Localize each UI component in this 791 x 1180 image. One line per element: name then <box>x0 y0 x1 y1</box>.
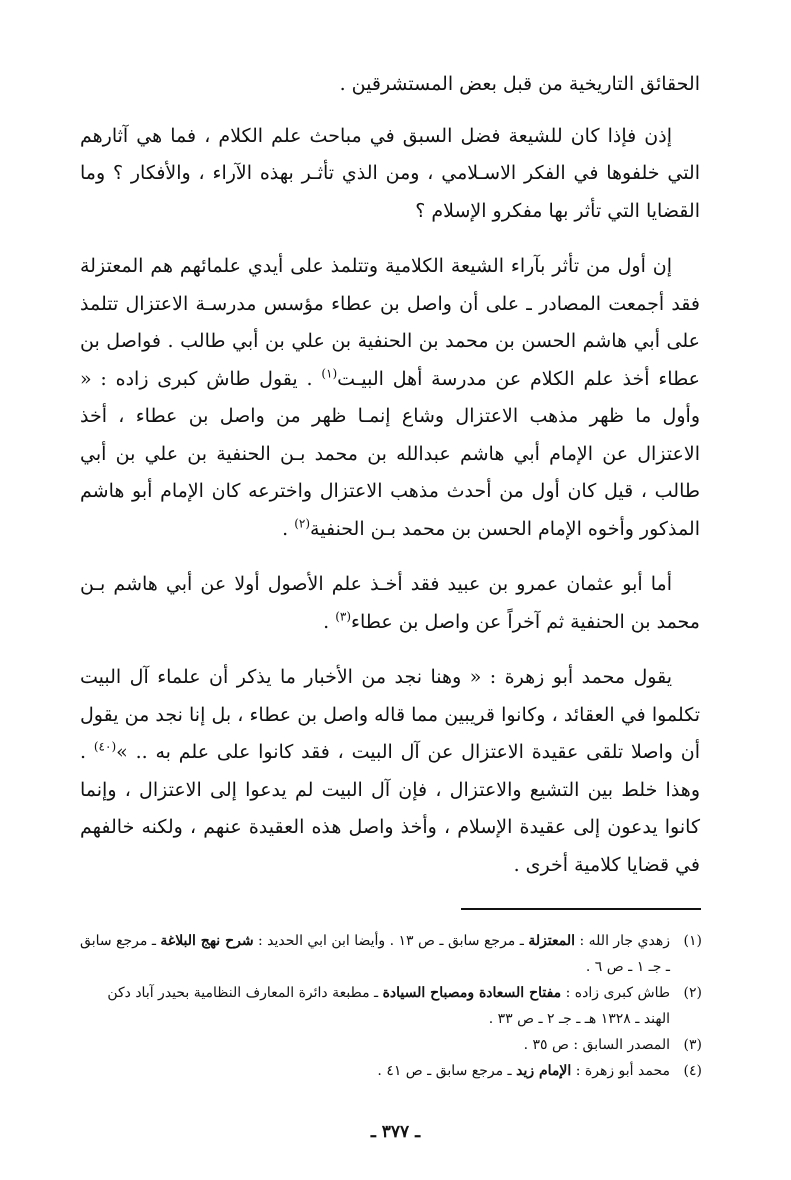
paragraph-2 <box>80 248 700 548</box>
footnote-1-pre: زهدي جار الله : <box>575 933 670 949</box>
continued-paragraph <box>80 66 700 104</box>
footnote-2-text <box>80 980 670 1032</box>
footnote-3 <box>80 1032 702 1058</box>
paragraph-2-text-a: إن أول من تأثر بآراء الشيعة الكلامية وتتلمذ على أيدي علمائهم هم المعتزلة فقد أجمعت المصادر ـ على أن واصل بن عطاء مؤسس مدرسـة الاعتزال تتلمذ على أبي هاشم الحسن بن محمد بن الحنفية بن علي بن أبي طالب . فواصل بن عطاء أخذ علم الكلام عن مدرسة أهل البيـت <box>80 255 700 390</box>
footnote-ref-2[interactable]: (٢) <box>294 516 311 531</box>
footnote-4-title: الإمام زيد <box>516 1063 572 1079</box>
footnote-4-pre: محمد أبو زهرة : <box>571 1063 670 1079</box>
footnote-ref-3[interactable]: (٣) <box>335 609 352 624</box>
paragraph-1-text: إذن فإذا كان للشيعة فضل السبق في مباحث علم الكلام ، فما هي آثارهم التي خلفوها في الفكر الاسـلامي ، ومن الذي تأثـر بهذه الآراء ، والأفكار ؟ وما القضايا التي تأثر بها مفكرو الإسلام ؟ <box>80 124 700 222</box>
footnote-1 <box>80 928 702 980</box>
footnote-separator <box>461 908 701 910</box>
paragraph-4-text-a: يقول محمد أبو زهرة : « وهنا نجد من الأخبار ما يذكر أن علماء آل البيت تكلموا في العقائد ، وكانوا قريبين مما قاله واصل بن عطاء ، بل إنا نجد من يقول أن واصلا تلقى عقيدة الاعتزال عن آل البيت ، فقد كانوا على علم به .. » <box>80 666 700 763</box>
paragraph-4-text-b: . وهذا خلط بين التشيع والاعتزال ، فإن آل البيت لم يدعوا إلى الاعتزال ، وإنما كانوا يدعون إلى عقيدة الإسلام ، وأخذ واصل هذه العقيدة عنهم ، ولكنه خالفهم في قضايا كلامية أخرى . <box>80 741 700 876</box>
paragraph-4 <box>80 659 700 884</box>
footnote-1-number: (١) <box>683 933 702 949</box>
footnote-1-title: المعتزلة <box>528 933 576 949</box>
footnote-ref-1[interactable]: (١) <box>321 366 338 381</box>
page-number: ـ ٣٧٧ ـ <box>370 1122 421 1142</box>
footnote-4 <box>80 1058 702 1084</box>
paragraph-2-text-c: . <box>282 517 295 540</box>
paragraph-3-text-b: . <box>323 610 336 633</box>
footnote-3-text <box>80 1032 670 1058</box>
footnote-4-text <box>80 1058 670 1084</box>
footnote-2-mid: ـ مطبعة دائرة المعارف النظامية بحيدر آباد دكن الهند ـ ١٣٢٨ هـ ـ جـ ٢ ـ ص ٣٣ . <box>107 985 670 1027</box>
continued-text: الحقائق التاريخية من قبل بعض المستشرقين . <box>339 73 700 95</box>
footnote-1-title-2: شرح نهج البلاغة <box>160 933 254 949</box>
footnote-4-number: (٤) <box>683 1063 702 1079</box>
footnote-2-number: (٢) <box>683 985 702 1001</box>
footnote-2-title: مفتاح السعادة ومصباح السيادة <box>382 985 562 1001</box>
paragraph-3 <box>80 566 700 641</box>
footnote-1-post: ـ مرجع سابق ـ جـ ١ ـ ص ٦ . <box>80 933 670 975</box>
footnotes <box>80 928 702 1084</box>
footnote-3-pre: المصدر السابق : ص ٣٥ . <box>523 1037 670 1053</box>
footnote-1-mid: ـ مرجع سابق ـ ص ١٣ . وأيضا ابن ابي الحديد : <box>253 933 529 949</box>
footnote-4-mid: ـ مرجع سابق ـ ص ٤١ . <box>377 1063 517 1079</box>
page-body <box>80 66 700 884</box>
paragraph-2-text-b: . يقول طاش كبرى زاده : « وأول ما ظهر مذهب الاعتزال وشاع إنمـا ظهر من واصل بن عطاء ، أخذ الاعتزال عن الإمام أبي هاشم عبدالله بن محمد بـن الحنفية بن علي بن أبي طالب ، قيل كان أول من أحدث مذهب الاعتزال واخترعه كان الإمام أبو هاشم المذكور وأخوه الإمام الحسن بن محمد بـن الحنفية <box>80 367 700 540</box>
footnote-2 <box>80 980 702 1032</box>
footnote-3-number: (٣) <box>683 1037 702 1053</box>
footnote-ref-4[interactable]: (٤٠) <box>93 739 117 754</box>
paragraph-3-text-a: أما أبو عثمان عمرو بن عبيد فقد أخـذ علم الأصول أولا عن أبي هاشم بـن محمد بن الحنفية ثم آخراً عن واصل بن عطاء <box>80 573 700 633</box>
footnote-2-pre: طاش كبرى زاده : <box>561 985 670 1001</box>
paragraph-1 <box>80 118 700 231</box>
footnote-1-text <box>80 928 670 980</box>
